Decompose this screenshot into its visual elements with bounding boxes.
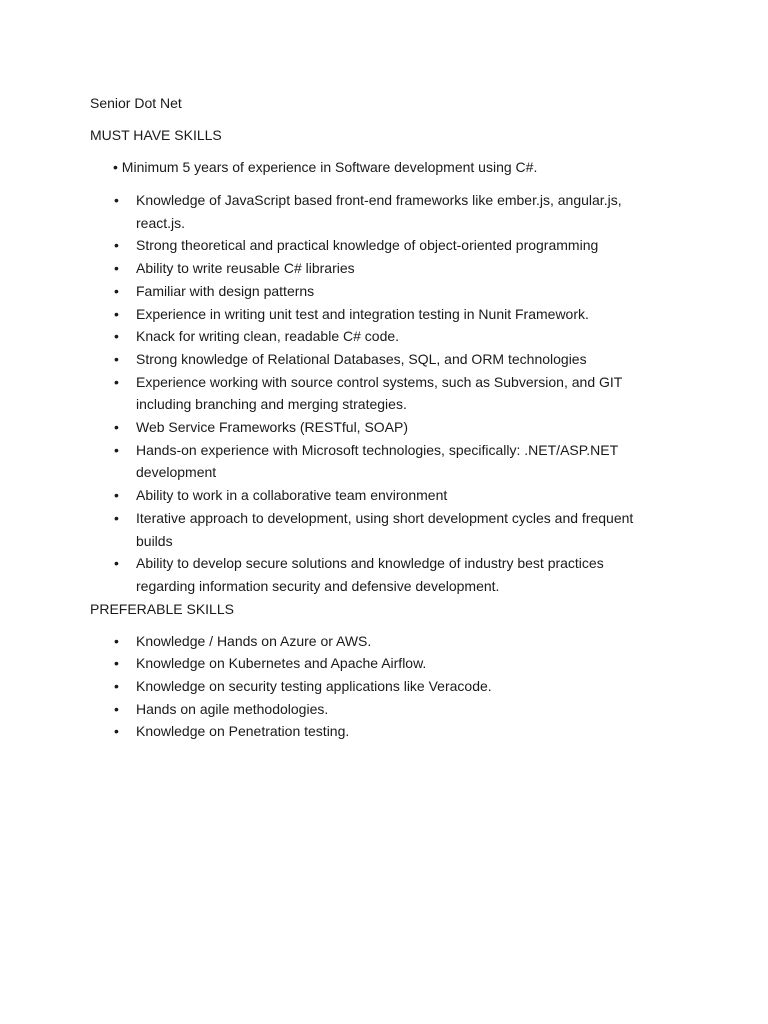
list-item-text: Strong knowledge of Relational Databases, SQL, and ORM technologies xyxy=(136,350,587,367)
bullet-icon: • xyxy=(114,487,119,504)
bullet-icon: • xyxy=(114,328,119,345)
bullet-icon: • xyxy=(114,305,119,322)
must-have-list xyxy=(90,189,690,598)
list-item-text: Web Service Frameworks (RESTful, SOAP) xyxy=(136,419,409,436)
bullet-icon: • xyxy=(114,655,119,672)
list-item-text: Strong theoretical and practical knowledge of object-oriented programming xyxy=(136,237,599,254)
list-item-text: Iterative approach to development, using short development cycles and frequent builds xyxy=(136,509,634,549)
must-have-heading: MUST HAVE SKILLS xyxy=(90,127,222,143)
list-item-text: Ability to develop secure solutions and knowledge of industry best practices regarding information security and defensive development. xyxy=(136,555,604,594)
list-item xyxy=(90,303,664,326)
list-item xyxy=(90,630,664,653)
preferable-list xyxy=(90,630,690,744)
list-item xyxy=(90,257,664,280)
bullet-icon: • xyxy=(114,282,119,299)
list-item xyxy=(90,325,664,348)
preferable-heading: PREFERABLE SKILLS xyxy=(90,600,234,617)
list-item xyxy=(90,189,664,234)
bullet-icon: • xyxy=(114,555,119,572)
bullet-icon: • xyxy=(114,237,119,254)
bullet-icon: • xyxy=(114,441,119,458)
list-item-text: Knowledge on Penetration testing. xyxy=(136,723,350,740)
bullet-icon: • xyxy=(114,723,119,740)
list-item xyxy=(90,507,664,552)
bullet-icon: • xyxy=(114,419,119,436)
list-item-text: Hands on agile methodologies. xyxy=(136,700,329,717)
list-item-text: Knowledge on Kubernetes and Apache Airflow. xyxy=(136,655,427,672)
bullet-icon: • xyxy=(114,509,119,526)
list-item-text: Familiar with design patterns xyxy=(136,282,315,299)
bullet-icon: • xyxy=(114,373,119,390)
document-page xyxy=(90,92,690,743)
list-item xyxy=(90,484,664,507)
list-item xyxy=(90,348,664,371)
bullet-icon: • xyxy=(114,700,119,717)
list-item-text: Hands-on experience with Microsoft technologies, specifically: .NET/ASP.NET development xyxy=(136,441,618,481)
document-title: Senior Dot Net xyxy=(90,95,182,111)
list-item-text: Ability to work in a collaborative team environment xyxy=(136,487,448,504)
list-item-text: Experience in writing unit test and integration testing in Nunit Framework. xyxy=(136,305,589,322)
list-item xyxy=(90,234,664,257)
list-item-text: Knowledge / Hands on Azure or AWS. xyxy=(136,632,372,649)
list-item xyxy=(90,439,664,484)
bullet-icon: • xyxy=(114,678,119,695)
list-item xyxy=(90,652,664,675)
list-item-text: Ability to write reusable C# libraries xyxy=(136,260,355,277)
list-item xyxy=(90,720,664,743)
list-item-text: Knowledge of JavaScript based front-end frameworks like ember.js, angular.js, react.js. xyxy=(136,192,622,231)
list-item-text: Knack for writing clean, readable C# code. xyxy=(136,328,400,345)
list-item-text: Experience working with source control systems, such as Subversion, and GIT including branching and merging strategies. xyxy=(136,373,623,413)
list-item xyxy=(90,371,664,416)
list-item xyxy=(90,675,664,698)
list-item xyxy=(90,698,664,721)
bullet-icon: • xyxy=(114,632,119,649)
must-have-first-item: • Minimum 5 years of experience in Software development using C#. xyxy=(113,159,538,175)
bullet-icon: • xyxy=(114,350,119,367)
bullet-icon: • xyxy=(114,260,119,277)
list-item xyxy=(90,280,664,303)
list-item xyxy=(90,552,664,597)
list-item-text: Knowledge on security testing applications like Veracode. xyxy=(136,678,492,695)
list-item xyxy=(90,416,664,439)
bullet-icon: • xyxy=(114,192,119,208)
